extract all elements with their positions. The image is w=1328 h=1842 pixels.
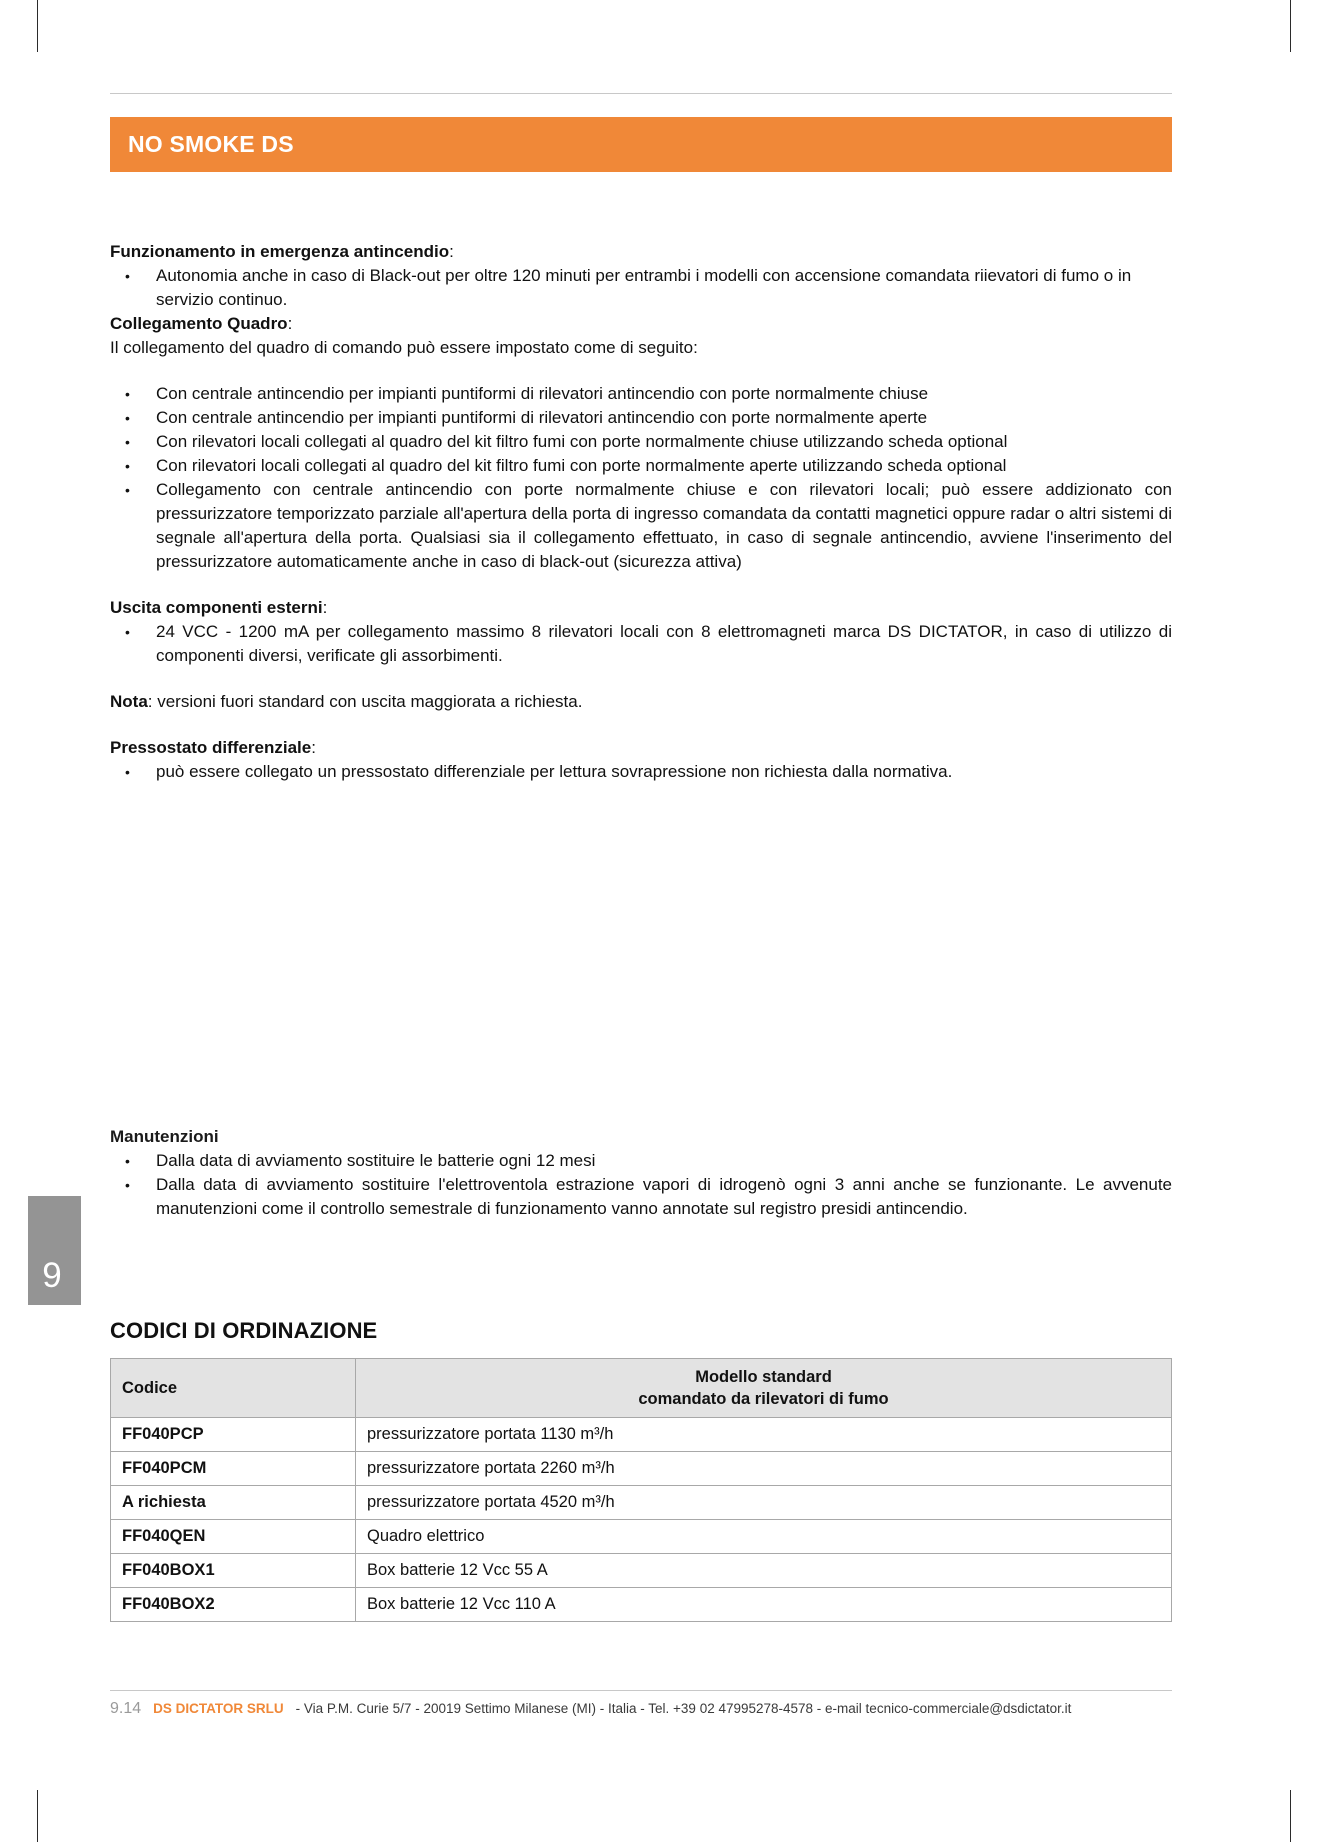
main-content bbox=[110, 240, 1172, 784]
list-collegamento bbox=[110, 382, 1172, 574]
cell-desc: Quadro elettrico bbox=[356, 1520, 1172, 1554]
crop-mark-top-right bbox=[1290, 0, 1291, 52]
table-header-row bbox=[111, 1359, 1172, 1418]
list-uscita bbox=[110, 620, 1172, 668]
cell-desc: pressurizzatore portata 4520 m³/h bbox=[356, 1486, 1172, 1520]
spacer bbox=[110, 574, 1172, 596]
crop-mark-bottom-left bbox=[37, 1790, 38, 1842]
nota-text: : versioni fuori standard con uscita maggiorata a richiesta. bbox=[147, 692, 583, 711]
cell-desc: Box batterie 12 Vcc 110 A bbox=[356, 1588, 1172, 1622]
manutenzioni-section bbox=[110, 1125, 1172, 1221]
table-row bbox=[111, 1554, 1172, 1588]
heading-manutenzioni: Manutenzioni bbox=[110, 1127, 219, 1146]
codici-ordinazione-section bbox=[110, 1318, 1172, 1622]
codici-table-head bbox=[111, 1359, 1172, 1418]
heading-uscita-componenti-text: Uscita componenti esterni bbox=[110, 598, 323, 617]
list-manutenzioni bbox=[110, 1149, 1172, 1221]
list-item: • Con rilevatori locali collegati al quadro del kit filtro fumi con porte normalmente chiuse utilizzando scheda optional bbox=[110, 430, 1172, 454]
nota-label: Nota bbox=[110, 692, 148, 711]
footer-page-number: 9.14 bbox=[110, 1700, 142, 1717]
column-header-codice: Codice bbox=[111, 1359, 356, 1418]
column-header-modello-line2: comandato da rilevatori di fumo bbox=[638, 1390, 889, 1408]
heading-collegamento-quadro bbox=[110, 312, 1172, 336]
banner-title: NO SMOKE DS bbox=[128, 131, 294, 157]
list-item: • Con centrale antincendio per impianti puntiformi di rilevatori antincendio con porte normalmente chiuse bbox=[110, 382, 1172, 406]
crop-mark-bottom-right bbox=[1290, 1790, 1291, 1842]
heading-pressostato-text: Pressostato differenziale bbox=[110, 738, 312, 757]
footer-address: - Via P.M. Curie 5/7 - 20019 Settimo Milanese (MI) - Italia - Tel. +39 02 47995278-4578 - e-mail tecnico-commerciale@dsdictator.it bbox=[295, 1701, 1072, 1716]
cell-desc: Box batterie 12 Vcc 55 A bbox=[356, 1554, 1172, 1588]
page-number-tab bbox=[28, 1196, 81, 1305]
heading-uscita-componenti-colon: : bbox=[322, 598, 328, 617]
list-item: • può essere collegato un pressostato differenziale per lettura sovrapressione non richiesta dalla normativa. bbox=[110, 760, 1172, 784]
list-item: • Autonomia anche in caso di Black-out per oltre 120 minuti per entrambi i modelli con accensione comandata riievatori di fumo o in servizio continuo. bbox=[110, 264, 1172, 312]
table-row bbox=[111, 1418, 1172, 1452]
list-emergenza bbox=[110, 264, 1172, 312]
cell-code: FF040BOX1 bbox=[111, 1554, 356, 1588]
footer-company-name: DS DICTATOR SRLU bbox=[153, 1701, 284, 1716]
nota-paragraph bbox=[110, 690, 1172, 714]
heading-pressostato bbox=[110, 736, 1172, 760]
list-item: • Dalla data di avviamento sostituire l'elettroventola estrazione vapori di idrogenò ogni 3 anni anche se funzionante. Le avvenute manutenzioni come il controllo semestrale di funzionamento vanno annotate sul registro presidi antincendio. bbox=[110, 1173, 1172, 1221]
column-header-modello bbox=[356, 1359, 1172, 1418]
spacer bbox=[110, 360, 1172, 382]
cell-code: FF040PCM bbox=[111, 1452, 356, 1486]
table-row bbox=[111, 1588, 1172, 1622]
list-pressostato bbox=[110, 760, 1172, 784]
heading-funzionamento-emergenza-text: Funzionamento in emergenza antincendio bbox=[110, 242, 450, 261]
cell-code: FF040BOX2 bbox=[111, 1588, 356, 1622]
heading-funzionamento-emergenza bbox=[110, 240, 1172, 264]
cell-desc: pressurizzatore portata 2260 m³/h bbox=[356, 1452, 1172, 1486]
heading-uscita-componenti bbox=[110, 596, 1172, 620]
table-row bbox=[111, 1486, 1172, 1520]
table-row bbox=[111, 1520, 1172, 1554]
section-banner bbox=[110, 117, 1172, 172]
footer-divider bbox=[110, 1690, 1172, 1691]
codici-table-body bbox=[111, 1418, 1172, 1622]
cell-code: FF040PCP bbox=[111, 1418, 356, 1452]
cell-code: FF040QEN bbox=[111, 1520, 356, 1554]
codici-title: CODICI DI ORDINAZIONE bbox=[110, 1318, 378, 1343]
heading-collegamento-quadro-colon: : bbox=[287, 314, 293, 333]
list-item: • Collegamento con centrale antincendio con porte normalmente chiuse e con rilevatori locali; può essere addizionato con pressurizzatore temporizzato parziale all'apertura della porta di ingresso comandata da contatti magnetici oppure radar o altri sistemi di segnale all'apertura della porta. Qualsiasi sia il collegamento effettuato, in caso di segnale antincendio, avviene l'inserimento del pressurizzatore automaticamente anche in caso di black-out (sicurezza attiva) bbox=[110, 478, 1172, 574]
spacer bbox=[110, 668, 1172, 690]
column-header-modello-line1: Modello standard bbox=[695, 1368, 832, 1386]
codici-table bbox=[110, 1358, 1172, 1622]
header-divider bbox=[110, 93, 1172, 94]
list-item: • Dalla data di avviamento sostituire le batterie ogni 12 mesi bbox=[110, 1149, 1172, 1173]
collegamento-intro: Il collegamento del quadro di comando può essere impostato come di seguito: bbox=[110, 338, 698, 357]
list-item: • Con rilevatori locali collegati al quadro del kit filtro fumi con porte normalmente aperte utilizzando scheda optional bbox=[110, 454, 1172, 478]
page-footer bbox=[110, 1700, 1172, 1718]
list-item: • Con centrale antincendio per impianti puntiformi di rilevatori antincendio con porte normalmente aperte bbox=[110, 406, 1172, 430]
list-item: • 24 VCC - 1200 mA per collegamento massimo 8 rilevatori locali con 8 elettromagneti marca DS DICTATOR, in caso di utilizzo di componenti diversi, verificate gli assorbimenti. bbox=[110, 620, 1172, 668]
crop-mark-top-left bbox=[37, 0, 38, 52]
heading-collegamento-quadro-text: Collegamento Quadro bbox=[110, 314, 288, 333]
cell-code: A richiesta bbox=[111, 1486, 356, 1520]
heading-pressostato-colon: : bbox=[311, 738, 316, 757]
cell-desc: pressurizzatore portata 1130 m³/h bbox=[356, 1418, 1172, 1452]
table-row bbox=[111, 1452, 1172, 1486]
spacer bbox=[110, 714, 1172, 736]
page-number-tab-value: 9 bbox=[42, 1256, 62, 1295]
heading-funzionamento-emergenza-colon: : bbox=[449, 242, 454, 261]
